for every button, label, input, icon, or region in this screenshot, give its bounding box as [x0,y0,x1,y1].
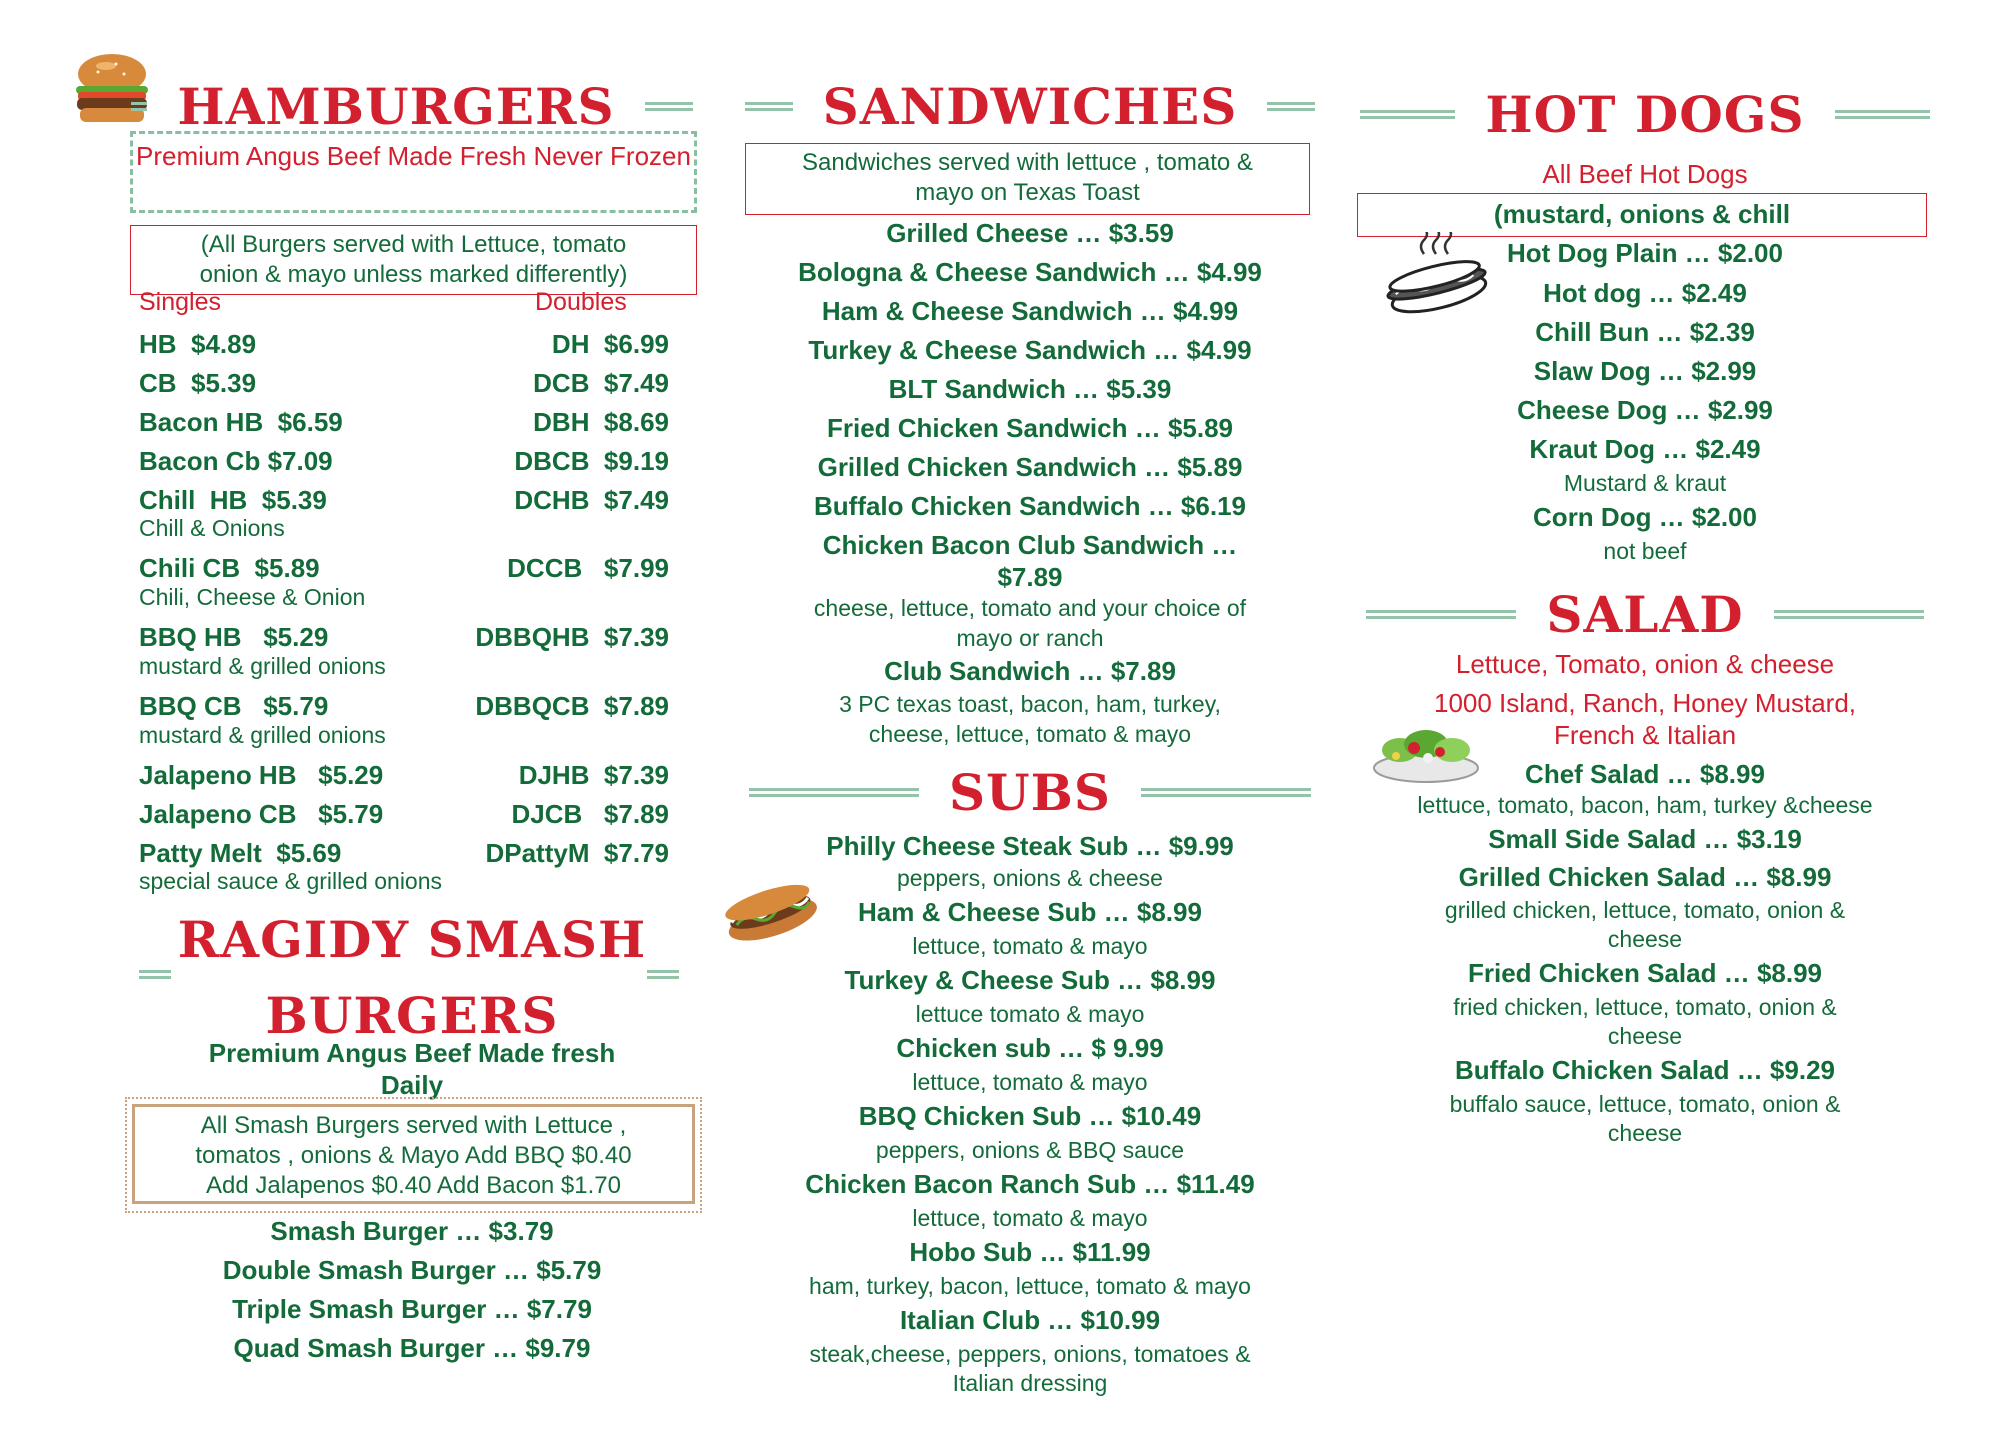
salad-info-line2: 1000 Island, Ranch, Honey Mustard, [1433,688,1857,718]
title-rule-right [1267,102,1315,111]
burger-note: mustard & grilled onions [139,653,386,679]
salad-item: Fried Chicken Salad … $8.99 [1467,958,1823,988]
sub-desc: lettuce tomato & mayo [915,1001,1145,1027]
single-item: BBQ HB $5.29 [139,622,329,652]
double-item: DJCB $7.89 [511,799,669,829]
salad-item: Buffalo Chicken Salad … $9.29 [1454,1055,1835,1085]
smash-title-line2: BURGERS [265,986,559,1045]
double-item: DCHB $7.49 [514,485,669,515]
hotdogs-list [1360,236,1930,566]
sub-desc: Italian dressing [952,1370,1108,1396]
burger-row [139,445,669,477]
burger-note: special sauce & grilled onions [139,868,443,894]
single-item: Bacon Cb $7.09 [139,446,333,476]
double-item: DJHB $7.39 [518,760,669,790]
title-rule-left [139,970,171,979]
title-rule-right [1774,610,1924,619]
subs-title: SUBS [948,762,1112,822]
subs-list [745,828,1315,1398]
double-item: DCCB $7.99 [507,553,669,583]
burger-row [139,552,669,584]
sandwich-item: Fried Chicken Sandwich … $5.89 [826,413,1234,443]
sandwiches-list [745,214,1315,749]
title-rule-right [645,102,693,111]
sub-desc: lettuce, tomato & mayo [912,1205,1148,1231]
smash-note-line3: Add Jalapenos $0.40 Add Bacon $1.70 [205,1172,621,1199]
sandwich-item: Turkey & Cheese Sandwich … $4.99 [808,335,1252,365]
sandwiches-note-line2: mayo on Texas Toast [915,179,1140,206]
title-rule-left [131,102,147,111]
title-rule-left [1366,610,1516,619]
sub-desc: lettuce, tomato & mayo [912,933,1148,959]
sandwich-item: Chicken Bacon Club Sandwich … [822,530,1238,560]
sandwich-desc: cheese, lettuce, tomato and your choice of [813,595,1247,621]
burger-row [139,798,669,830]
sandwich-item: Grilled Cheese … $3.59 [886,218,1174,248]
salad-item: Chef Salad … $8.99 [1525,759,1765,789]
smash-item: Double Smash Burger … $5.79 [222,1255,602,1285]
burger-row [139,406,669,438]
double-item: DBCB $9.19 [514,446,669,476]
sub-desc: peppers, onions & BBQ sauce [875,1137,1185,1163]
smash-item: Triple Smash Burger … $7.79 [232,1294,592,1324]
hamburgers-tagline: Premium Angus Beef Made Fresh Never Frozen [136,141,691,171]
salad-desc: cheese [1607,1120,1683,1146]
hotdog-item: Hot dog … $2.49 [1543,278,1747,308]
hotdog-item: Cheese Dog … $2.99 [1517,395,1773,425]
single-item: Patty Melt $5.69 [139,838,342,868]
hotdogs-title: HOT DOGS [1485,84,1805,144]
sandwich-item-price: $7.89 [997,562,1063,592]
hotdog-item: Kraut Dog … $2.49 [1529,434,1761,464]
burger-note: Chili, Cheese & Onion [139,584,366,610]
hotdogs-header [1360,82,1930,146]
double-item: DH $6.99 [551,329,669,359]
hamburgers-tagline-box [130,131,697,213]
sub-desc: steak,cheese, peppers, onions, tomatoes & [809,1341,1251,1367]
burger-note: mustard & grilled onions [139,722,386,748]
single-item: BBQ CB $5.79 [139,691,329,721]
sandwich-desc: 3 PC texas toast, bacon, ham, turkey, [839,691,1221,717]
hamburgers-header [127,74,697,138]
sandwich-item: BLT Sandwich … $5.39 [888,374,1172,404]
double-item: DPattyM $7.79 [485,838,669,868]
sub-item: BBQ Chicken Sub … $10.49 [858,1101,1202,1131]
burger-row [139,690,669,722]
sandwich-desc: cheese, lettuce, tomato & mayo [868,721,1192,747]
single-item: Jalapeno CB $5.79 [139,799,384,829]
subs-header [745,760,1315,824]
hotdogs-subtitle: All Beef Hot Dogs [1542,159,1748,189]
hotdogs-note: (mustard, onions & chill [1493,199,1791,229]
sub-item: Chicken Bacon Ranch Sub … $11.49 [805,1169,1255,1199]
double-item: DBBQCB $7.89 [475,691,669,721]
single-item: Chill HB $5.39 [139,485,327,515]
title-rule-left [745,102,793,111]
single-item: Jalapeno HB $5.29 [139,760,384,790]
hamburgers-title: HAMBURGERS [177,76,615,136]
hotdog-item: Corn Dog … $2.00 [1533,502,1757,532]
title-rule-left [749,788,919,797]
salad-title: SALAD [1546,584,1744,644]
double-item: DCB $7.49 [533,368,669,398]
single-item: HB $4.89 [139,329,257,359]
sandwich-item: Buffalo Chicken Sandwich … $6.19 [814,491,1246,521]
sandwich-item: Club Sandwich … $7.89 [884,656,1176,686]
salad-desc: cheese [1607,926,1683,952]
title-rule-right [647,970,679,979]
doubles-label: Doubles [535,288,627,316]
smash-tagline-line2: Daily [380,1070,444,1100]
salad-header [1360,582,1930,646]
burger-row [139,621,669,653]
sub-item: Chicken sub … $ 9.99 [896,1033,1164,1063]
sandwich-item: Ham & Cheese Sandwich … $4.99 [821,296,1239,326]
sandwiches-note-box [745,143,1310,215]
smash-header [127,905,697,1051]
burger-row [139,328,669,360]
sandwiches-note-line1: Sandwiches served with lettuce , tomato & [802,149,1253,176]
salad-desc: buffalo sauce, lettuce, tomato, onion & [1449,1091,1841,1117]
sandwich-item: Bologna & Cheese Sandwich … $4.99 [798,257,1262,287]
smash-note-box [125,1097,702,1213]
smash-tagline-line1: Premium Angus Beef Made fresh [208,1038,616,1068]
singles-label: Singles [139,288,221,316]
hamburgers-note-box [130,225,697,295]
sub-item: Philly Cheese Steak Sub … $9.99 [826,831,1234,861]
smash-note-line1: All Smash Burgers served with Lettuce , [200,1112,627,1139]
salad-desc: lettuce, tomato, bacon, ham, turkey &cheese [1417,792,1873,818]
salad-list [1360,757,1930,1148]
hotdogs-note-box [1357,193,1927,237]
single-item: CB $5.39 [139,368,257,398]
sub-desc: lettuce, tomato & mayo [912,1069,1148,1095]
hotdog-item: Slaw Dog … $2.99 [1533,356,1757,386]
sub-desc: peppers, onions & cheese [897,865,1163,891]
sub-item: Hobo Sub … $11.99 [909,1237,1151,1267]
smash-items [127,1212,697,1368]
salad-item: Grilled Chicken Salad … $8.99 [1458,862,1832,892]
burger-note: Chill & Onions [139,515,285,541]
title-rule-left [1360,110,1455,119]
salad-item: Small Side Salad … $3.19 [1488,824,1802,854]
smash-title-line1: RAGIDY SMASH [177,910,647,969]
title-rule-right [1835,110,1930,119]
hotdog-item: Chill Bun … $2.39 [1535,317,1755,347]
smash-item: Smash Burger … $3.79 [270,1216,554,1246]
salad-info-line3: French & Italian [1553,720,1737,750]
smash-note-line2: tomatos , onions & Mayo Add BBQ $0.40 [195,1142,632,1169]
hamburgers-note: (All Burgers served with Lettuce, tomato onion & mayo unless marked differently) [199,231,628,288]
hotdog-desc: Mustard & kraut [1563,470,1727,496]
sub-item: Ham & Cheese Sub … $8.99 [858,897,1202,927]
sandwich-desc: mayo or ranch [956,625,1104,651]
smash-tagline [127,1037,697,1101]
hotdog-desc: not beef [1603,538,1687,564]
sandwiches-title: SANDWICHES [822,76,1238,136]
sandwiches-header [745,74,1315,138]
salad-desc: cheese [1607,1023,1683,1049]
title-rule-right [1141,788,1311,797]
burger-row [139,484,669,516]
double-item: DBBQHB $7.39 [475,622,669,652]
sandwich-item: Grilled Chicken Sandwich … $5.89 [817,452,1243,482]
burger-row [139,759,669,791]
sub-desc: ham, turkey, bacon, lettuce, tomato & mayo [809,1273,1251,1299]
smash-item: Quad Smash Burger … $9.79 [233,1333,591,1363]
salad-info-line1: Lettuce, Tomato, onion & cheese [1455,649,1835,679]
sub-item: Italian Club … $10.99 [899,1305,1161,1335]
sub-item: Turkey & Cheese Sub … $8.99 [844,965,1216,995]
burger-row [139,837,669,869]
salad-desc: fried chicken, lettuce, tomato, onion & [1453,994,1837,1020]
smash-note-inner [132,1104,695,1204]
hotdog-item: Hot Dog Plain … $2.00 [1507,238,1783,268]
burger-row [139,367,669,399]
salad-desc: grilled chicken, lettuce, tomato, onion & [1444,897,1846,923]
single-item: Bacon HB $6.59 [139,407,343,437]
single-item: Chili CB $5.89 [139,553,320,583]
double-item: DBH $8.69 [533,407,669,437]
